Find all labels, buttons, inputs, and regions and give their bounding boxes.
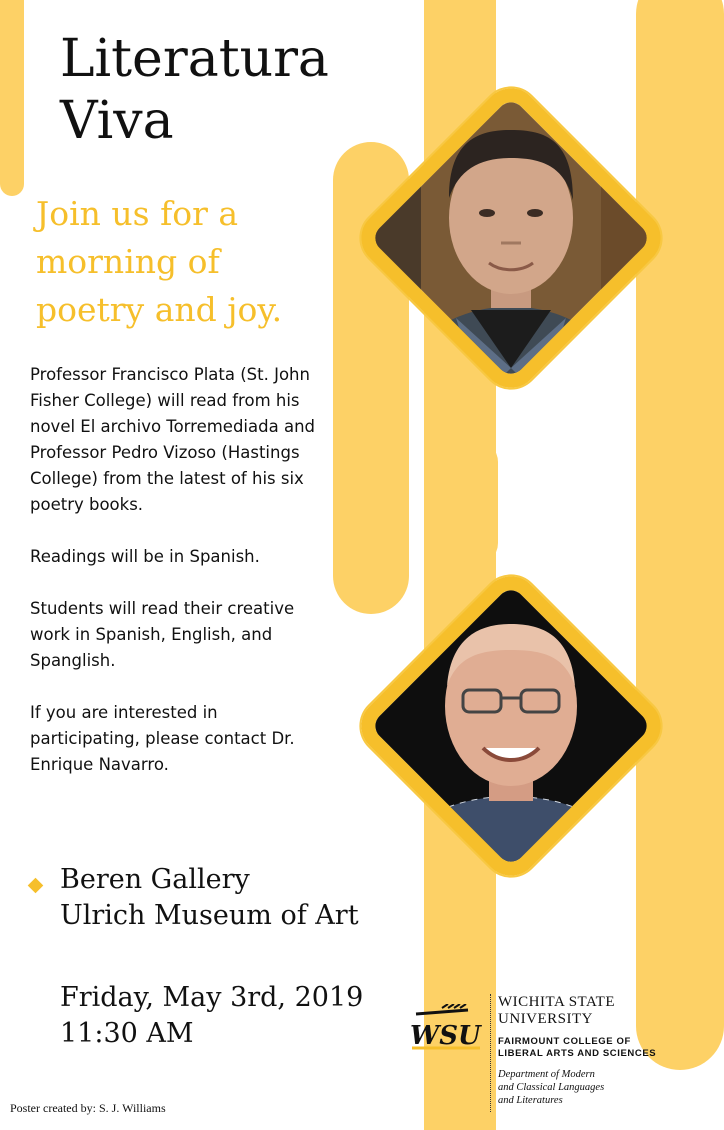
tagline-line-2: morning of — [36, 242, 220, 281]
description-paragraph-language: Readings will be in Spanish. — [30, 547, 260, 566]
logo-divider — [490, 994, 491, 1112]
stripe-right-bar — [636, 0, 724, 1070]
event-datetime — [60, 980, 363, 1052]
event-description — [30, 362, 330, 804]
description-paragraph-readers: Professor Francisco Plata (St. John Fisher College) will read from his novel El archivo Torremediada and Professor Pedro Vizoso (Hastings College) from the latest of his six poetry books. — [30, 365, 316, 514]
college-name — [498, 1036, 656, 1060]
stripe-top-left — [0, 0, 24, 196]
college-name-line-2: LIBERAL ARTS AND SCIENCES — [498, 1048, 657, 1059]
wsu-mark-text: WSU — [410, 1021, 481, 1050]
tagline-line-3: poetry and joy. — [36, 290, 283, 329]
university-name — [498, 994, 615, 1028]
wsu-logo — [406, 992, 706, 1112]
venue-line-1: Beren Gallery — [60, 864, 250, 895]
event-time: 11:30 AM — [60, 1018, 194, 1049]
tagline — [36, 190, 336, 334]
title-line-1: Literatura — [60, 29, 329, 89]
portrait-2-image — [351, 566, 671, 886]
college-name-line-1: FAIRMOUNT COLLEGE OF — [498, 1036, 631, 1047]
university-name-line-2: UNIVERSITY — [498, 1011, 593, 1027]
venue — [60, 862, 359, 934]
poster-title — [60, 28, 329, 152]
venue-bullet-icon — [28, 878, 44, 894]
description-paragraph-students: Students will read their creative work in Spanish, English, and Spanglish. — [30, 599, 295, 670]
description-paragraph-contact: If you are interested in participating, please contact Dr. Enrique Navarro. — [30, 703, 295, 774]
department-name — [498, 1068, 604, 1107]
portrait-photo-2 — [350, 565, 672, 887]
title-line-2: Viva — [60, 91, 174, 151]
department-name-line-3: and Literatures — [498, 1095, 563, 1106]
wheat-shocker-icon — [408, 1004, 484, 1050]
event-date: Friday, May 3rd, 2019 — [60, 982, 364, 1013]
poster-credit: Poster created by: S. J. Williams — [10, 1101, 166, 1115]
department-name-line-2: and Classical Languages — [498, 1082, 605, 1093]
stripe-inner-short — [454, 440, 498, 565]
department-name-line-1: Department of Modern — [498, 1069, 595, 1080]
venue-line-2: Ulrich Museum of Art — [60, 900, 359, 931]
tagline-line-1: Join us for a — [36, 194, 239, 233]
university-name-line-1: WICHITA STATE — [498, 994, 616, 1010]
